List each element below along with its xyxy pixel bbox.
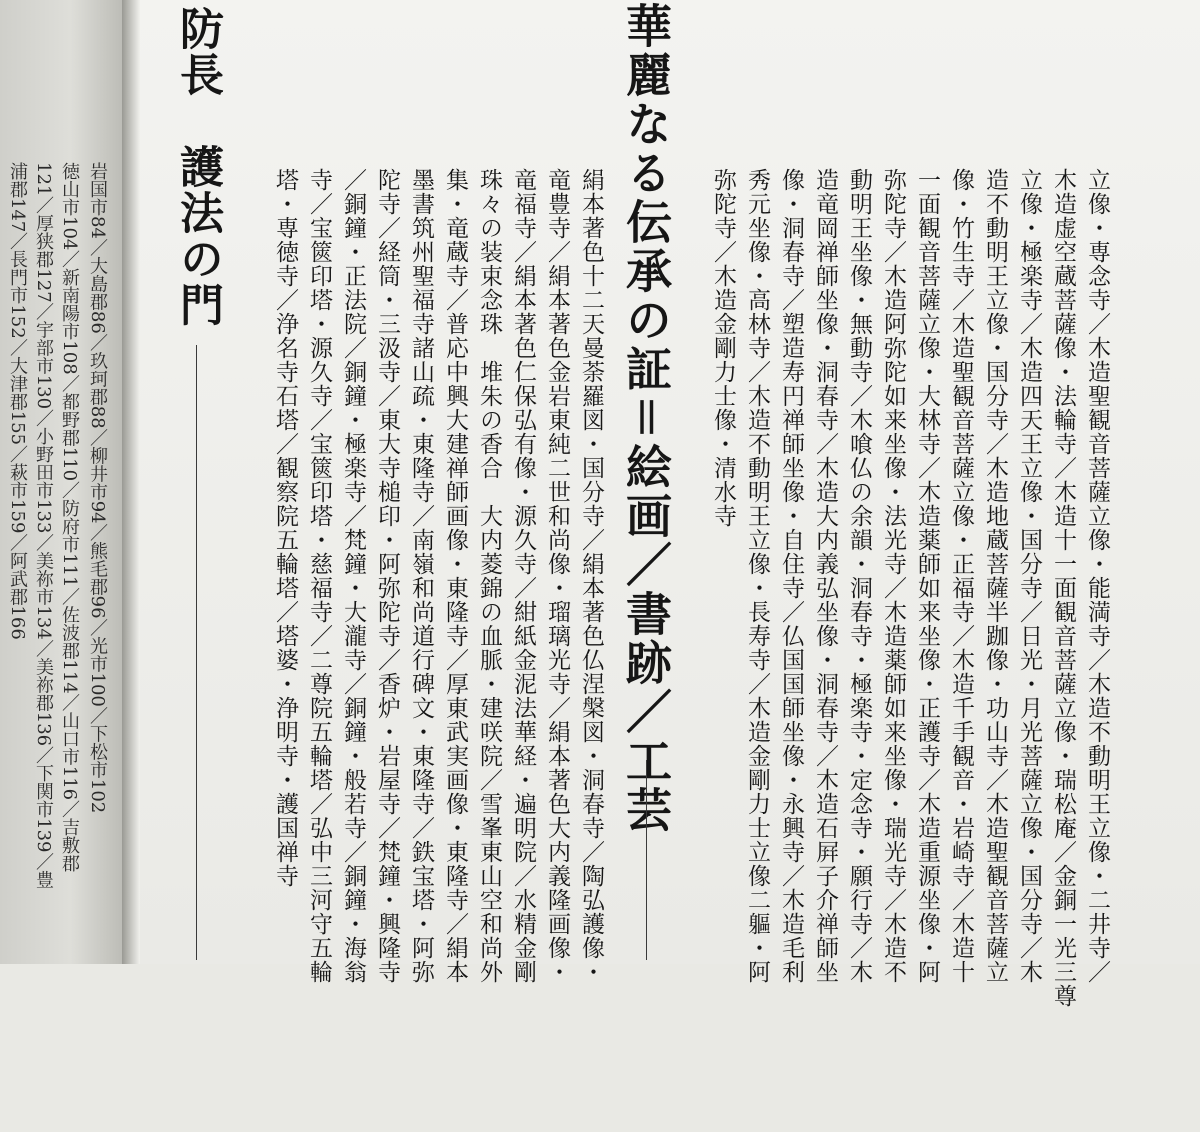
body-column: 像・竹生寺／木造聖観音菩薩立像・正福寺／木造千手観音・岩崎寺／木造十 xyxy=(948,168,974,984)
body-column: 立像・専念寺／木造聖観音菩薩立像・能満寺／木造不動明王立像・二井寺／ xyxy=(1084,168,1110,984)
headline: 華麗なる伝承の証＝絵画／書跡／工芸 xyxy=(619,2,673,835)
index-column: 徳山市104／新南陽市108／都野郡110／防府市111／佐波郡114／山口市116／吉敷郡 xyxy=(59,162,80,873)
body-column: 塔・専徳寺／浄名寺石塔／観察院五輪塔／塔婆・浄明寺・護国禅寺 xyxy=(272,168,298,888)
body-column: 墨書筑州聖福寺諸山疏・東隆寺／南嶺和尚道行碑文・東隆寺／鉄宝塔・阿弥 xyxy=(408,168,434,984)
index-column: 121／厚狭郡127／宇部市130／小野田市133／美祢市134／美祢郡136／下関市139／豊 xyxy=(33,162,54,889)
body-column: 弥陀寺／木造阿弥陀如来坐像・法光寺／木造薬師如来坐像・瑞光寺／木造不 xyxy=(880,168,906,984)
index-column: 岩国市84／大島郡86／玖珂郡88／柳井市94／熊毛郡96／光市100／下松市102 xyxy=(87,162,108,814)
body-column: 絹本著色十二天曼荼羅図・国分寺／絹本著色仏涅槃図・洞春寺／陶弘護像・ xyxy=(578,168,604,984)
headline-rule xyxy=(646,760,647,960)
body-column: 一面観音菩薩立像・大林寺／木造薬師如来坐像・正護寺／木造重源坐像・阿 xyxy=(914,168,940,984)
body-column: 像・洞春寺／塑造寿円禅師坐像・自住寺／仏国国師坐像・永興寺／木造毛利 xyxy=(778,168,804,984)
body-column: 珠々の装束念珠 堆朱の香合 大内菱錦の血脈・建咲院／雪峯東山空和尚外 xyxy=(476,168,502,984)
body-column: 動明王坐像・無動寺／木喰仏の余韻・洞春寺・極楽寺・定念寺・願行寺／木 xyxy=(846,168,872,984)
body-column: 弥陀寺／木造金剛力士像・清水寺 xyxy=(710,168,736,528)
section-title: 防長 護法の門 xyxy=(172,6,223,328)
body-column: 竜福寺／絹本著色仁保弘有像・源久寺／紺紙金泥法華経・遍明院／水精金剛 xyxy=(510,168,536,984)
body-column: 造不動明王立像・国分寺／木造地蔵菩薩半跏像・功山寺／木造聖観音菩薩立 xyxy=(982,168,1008,984)
body-column: 集・竜蔵寺／普応中興大建禅師画像・東隆寺／厚東武実画像・東隆寺／絹本 xyxy=(442,168,468,984)
body-column: 木造虚空蔵菩薩像・法輪寺／木造十一面観音菩薩立像・瑞松庵／金銅一光三尊 xyxy=(1050,168,1076,1008)
body-column: 竜豊寺／絹本著色金岩東純二世和尚像・瑠璃光寺／絹本著色大内義隆画像・ xyxy=(544,168,570,984)
body-column: 寺／宝篋印塔・源久寺／宝篋印塔・慈福寺／二尊院五輪塔／弘中三河守五輪 xyxy=(306,168,332,984)
section-title-rule xyxy=(196,345,197,960)
body-column: 秀元坐像・高林寺／木造不動明王立像・長寿寺／木造金剛力士立像二軀・阿 xyxy=(744,168,770,984)
body-column: 造竜岡禅師坐像・洞春寺／木造大内義弘坐像・洞春寺／木造石屛子介禅師坐 xyxy=(812,168,838,984)
body-column: 陀寺／経筒・三汲寺／東大寺槌印・阿弥陀寺／香炉・岩屋寺／梵鐘・興隆寺 xyxy=(374,168,400,984)
index-column: 浦郡147／長門市152／大津郡155／萩市159／阿武郡166 xyxy=(7,162,28,640)
body-column: 立像・極楽寺／木造四天王立像・国分寺／日光・月光菩薩立像・国分寺／木 xyxy=(1016,168,1042,984)
body-column: ／銅鐘・正法院／銅鐘・極楽寺／梵鐘・大瀧寺／銅鐘・般若寺／銅鐘・海翁 xyxy=(340,168,366,984)
